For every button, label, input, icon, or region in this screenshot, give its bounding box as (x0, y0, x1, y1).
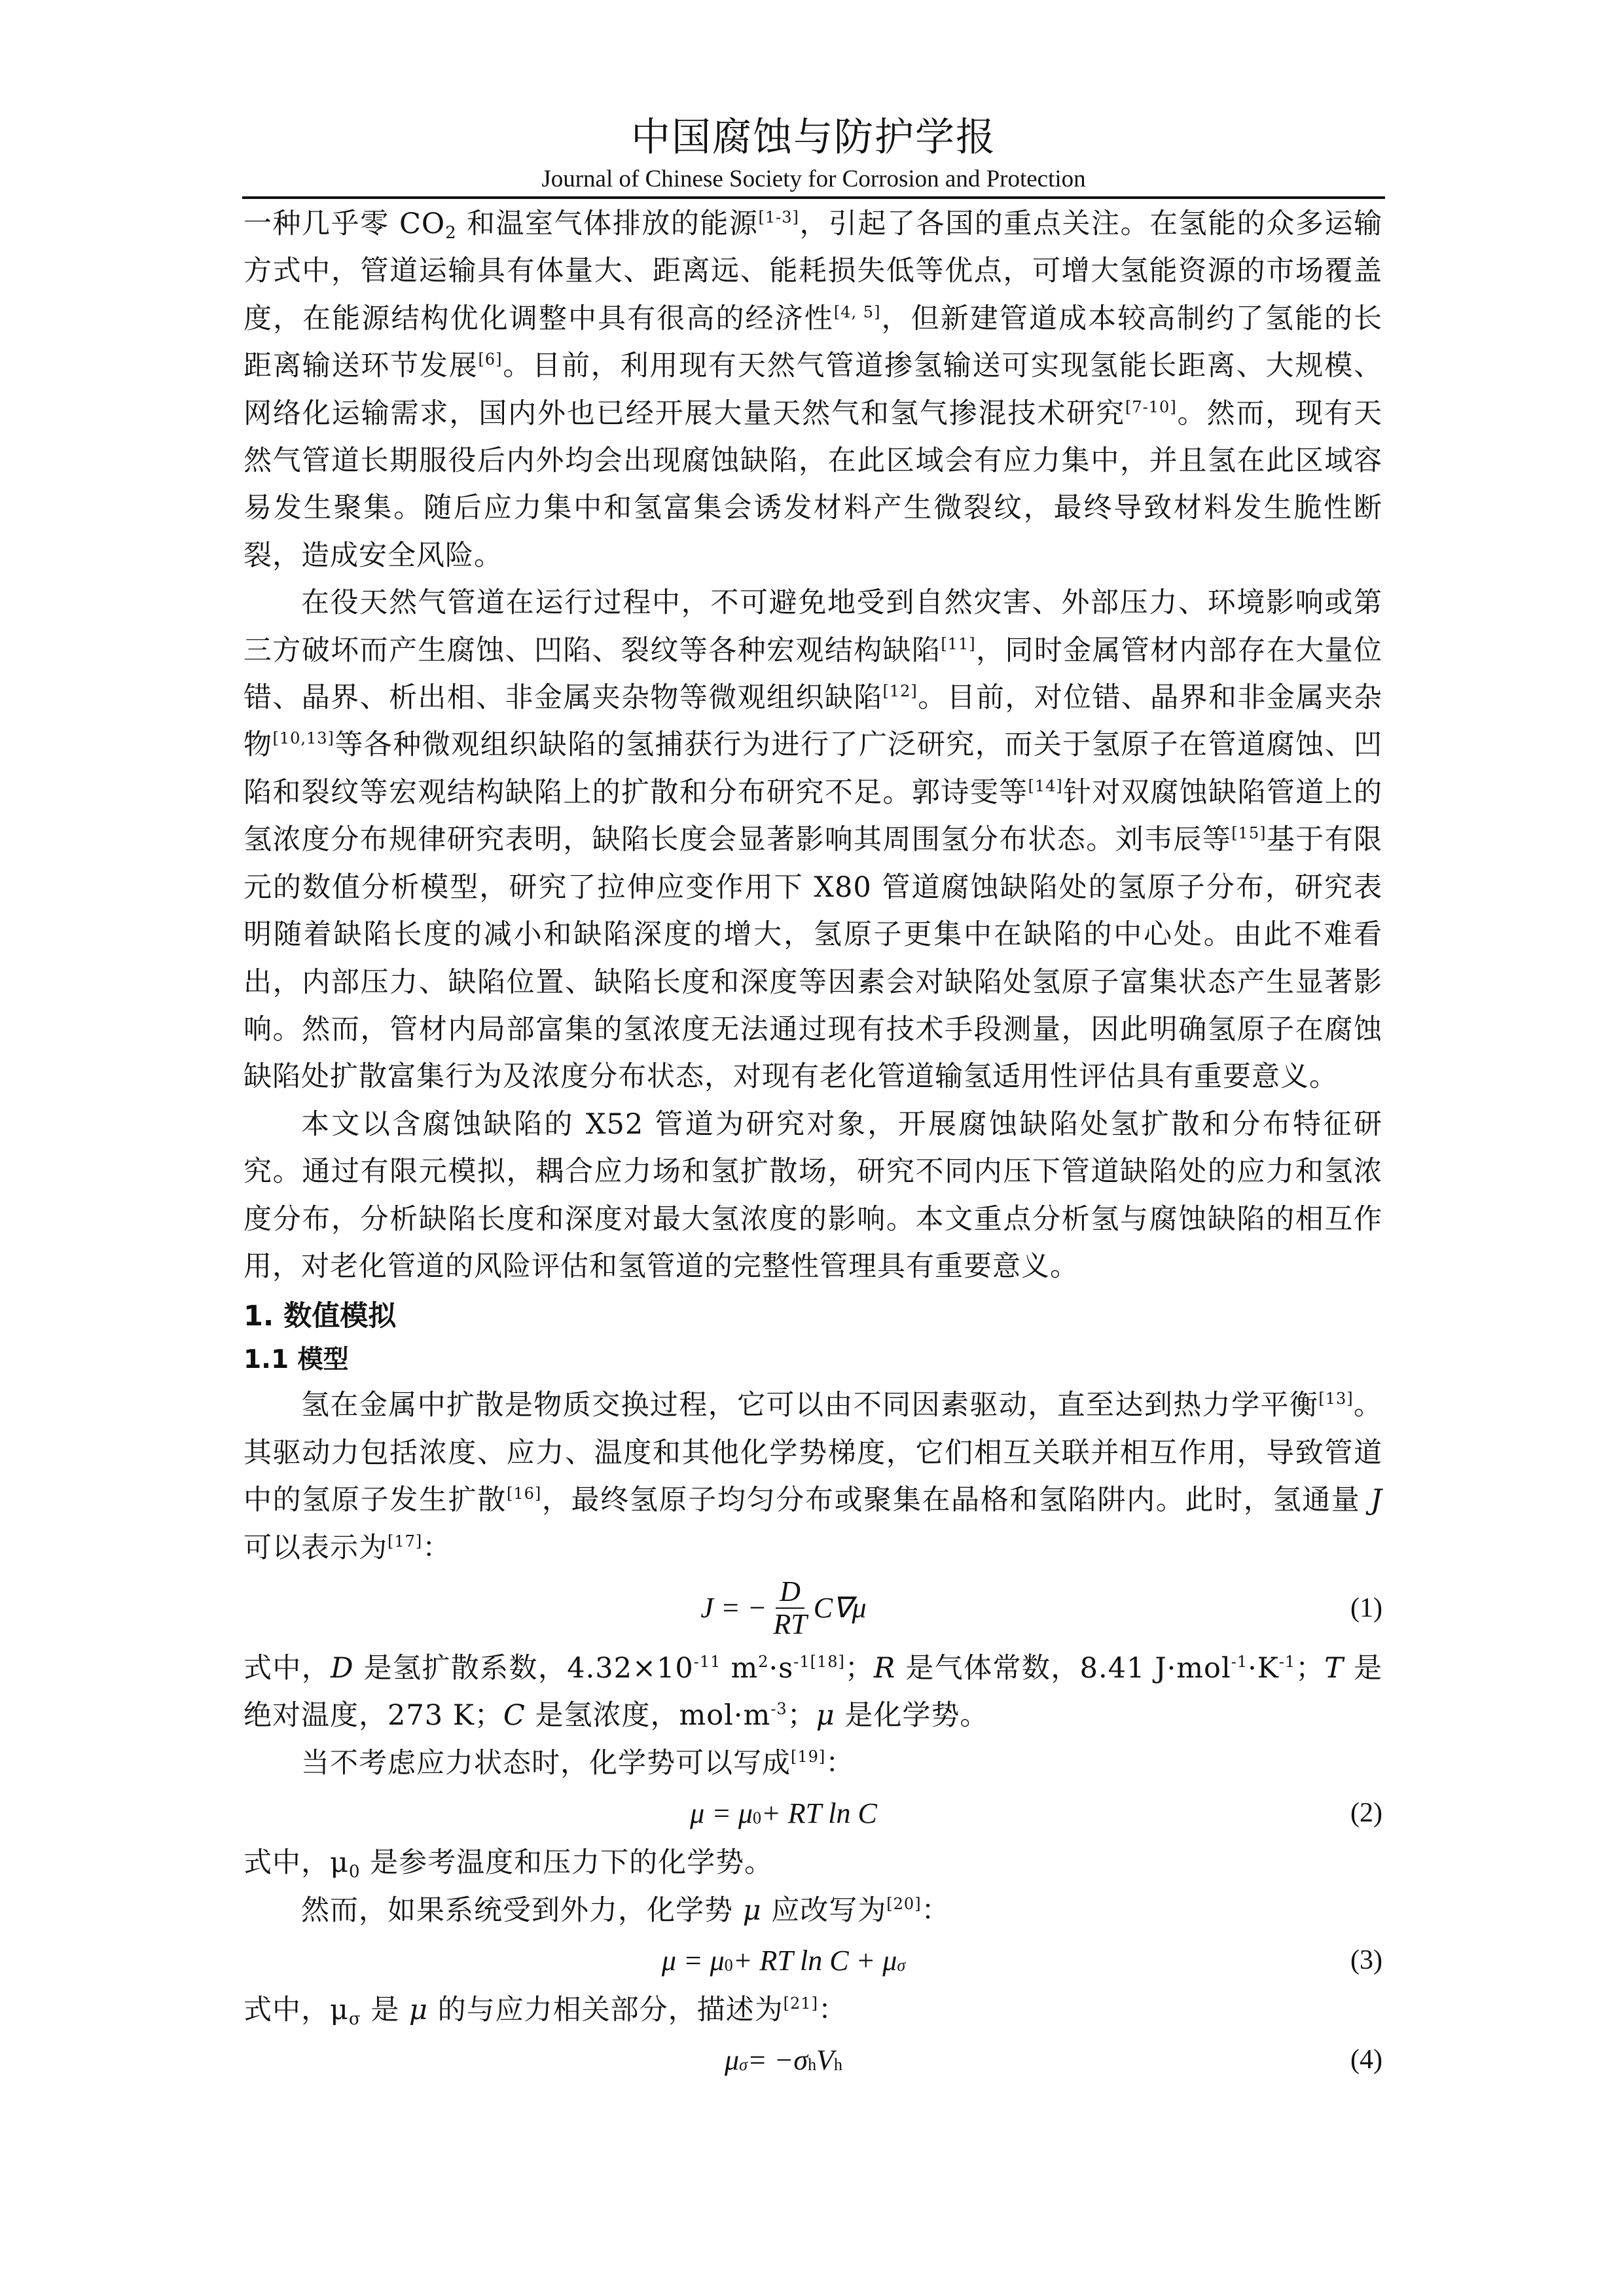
paragraph-1: 一种几乎零 $CO_2$ 和温室气体排放的能源[1-3]，引起了各国的重点关注。在氢能的众多运输方式中，管道运输具有体量大、距离远、能耗损失低等优点，可增大氢能资源的市场覆盖度，在能源结构优化调整中具有很高的经济性[4, 5]，但新建管道成本较高制约了氢能的长距离输送环节发展[6]。目前，利用现有天然气管道掺氢输送可实现氢能长距离、大规模、网络化运输需求，国内外也已经开展大量天然气和氢气掺混技术研究[7-10]。然而，现有天然气管道长期服役后内外均会出现腐蚀缺陷，在此区域会有应力集中，并且氢在此区域容易发生聚集。随后应力集中和氢富集会诱发材料产生微裂纹，最终导致材料发生脆性断裂，造成安全风险。 (244, 207, 1383, 572)
paragraph-8: 然而，如果系统受到外力，化学势 μ 应改写为[20]： (301, 1893, 950, 1927)
equation-number-3: (3) (1350, 1945, 1382, 1975)
paragraph-6: 当不考虑应力状态时，化学势可以写成[19]： (301, 1746, 855, 1780)
journal-title-cn: 中国腐蚀与防护学报 (631, 115, 996, 160)
paragraph-9: 式中，$\mu_\sigma$ 是 μ 的与应力相关部分，描述为[21]： (244, 1994, 847, 2029)
section-heading-1: 1. 数值模拟 (244, 1300, 397, 1333)
equation-4: μ $_\sigma$ = −σ $_h$ V $_h$ (4) (725, 2043, 1382, 2076)
journal-title-en: Journal of Chinese Society for Corrosion and Protection (541, 166, 1086, 192)
paragraph-2: 在役天然气管道在运行过程中，不可避免地受到自然灾害、外部压力、环境影响或第三方破坏而产生腐蚀、凹陷、裂纹等各种宏观结构缺陷[11]，同时金属管材内部存在大量位错、晶界、析出相、非金属夹杂物等微观组织缺陷[12]。目前，对位错、晶界和非金属夹杂物[10,13]等各种微观组织缺陷的氢捕获行为进行了广泛研究，而关于氢原子在管道腐蚀、凹陷和裂纹等宏观结构缺陷上的扩散和分布研究不足。郭诗雯等[14]针对双腐蚀缺陷管道上的氢浓度分布规律研究表明，缺陷长度会显著影响其周围氢分布状态。刘韦辰等[15]基于有限元的数值分析模型，研究了拉伸应变作用下 X80 管道腐蚀缺陷处的氢原子分布，研究表明随着缺陷长度的减小和缺陷深度的增大，氢原子更集中在缺陷的中心处。由此不难看出，内部压力、缺陷位置、缺陷长度和深度等因素会对缺陷处氢原子富集状态产生显著影响。然而，管材内局部富集的氢浓度无法通过现有技术手段测量，因此明确氢原子在腐蚀缺陷处扩散富集行为及浓度分布状态，对现有老化管道输氢适用性评估具有重要意义。 (244, 586, 1383, 1094)
section-heading-1-1: 1.1 模型 (244, 1345, 349, 1375)
equation-number-4: (4) (1350, 2045, 1382, 2075)
journal-header (242, 113, 1385, 194)
equation-2: μ = μ $_0$ + RT ln C (2) (690, 1797, 1382, 1829)
paragraph-7: 式中，$\mu_0$ 是参考温度和压力下的化学势。 (244, 1846, 774, 1882)
equation-number-2: (2) (1350, 1798, 1382, 1829)
paragraph-4: 氢在金属中扩散是物质交换过程，它可以由不同因素驱动，直至达到热力学平衡[13]。其驱动力包括浓度、应力、温度和其他化学势梯度，它们相互关联并相互作用，导致管道中的氢原子发生扩散[16]，最终氢原子均匀分布或聚集在晶格和氢陷阱内。此时，氢通量 J 可以表示为[17]： (244, 1389, 1383, 1564)
paragraph-3: 本文以含腐蚀缺陷的 X52 管道为研究对象，开展腐蚀缺陷处氢扩散和分布特征研究。通过有限元模拟，耦合应力场和氢扩散场，研究不同内压下管道缺陷处的应力和氢浓度分布，分析缺陷长度和深度对最大氢浓度的影响。本文重点分析氢与腐蚀缺陷的相互作用，对老化管道的风险评估和氢管道的完整性管理具有重要意义。 (244, 1107, 1382, 1283)
equation-1: J = − $\frac{D}{RT}$ C∇μ (1) (700, 1575, 1382, 1640)
equation-number-1: (1) (1350, 1592, 1382, 1623)
article-body (244, 200, 1382, 2086)
equation-3: μ = μ $_0$ + RT ln C + μ $_\sigma$ (3) (661, 1944, 1382, 1977)
header-rule (242, 196, 1385, 199)
paragraph-5: 式中，D 是氢扩散系数，$4.32\times 10^{-11}$ $m^2\cdot s^{-1[18]}$；R 是气体常数，8.41 $J\cdot mol^{-1}\cdot K^{-1}$；T 是绝对温度，273 K；C 是氢浓度，$mol\cdot m^{-3}$；μ 是化学势。 (244, 1651, 1383, 1732)
